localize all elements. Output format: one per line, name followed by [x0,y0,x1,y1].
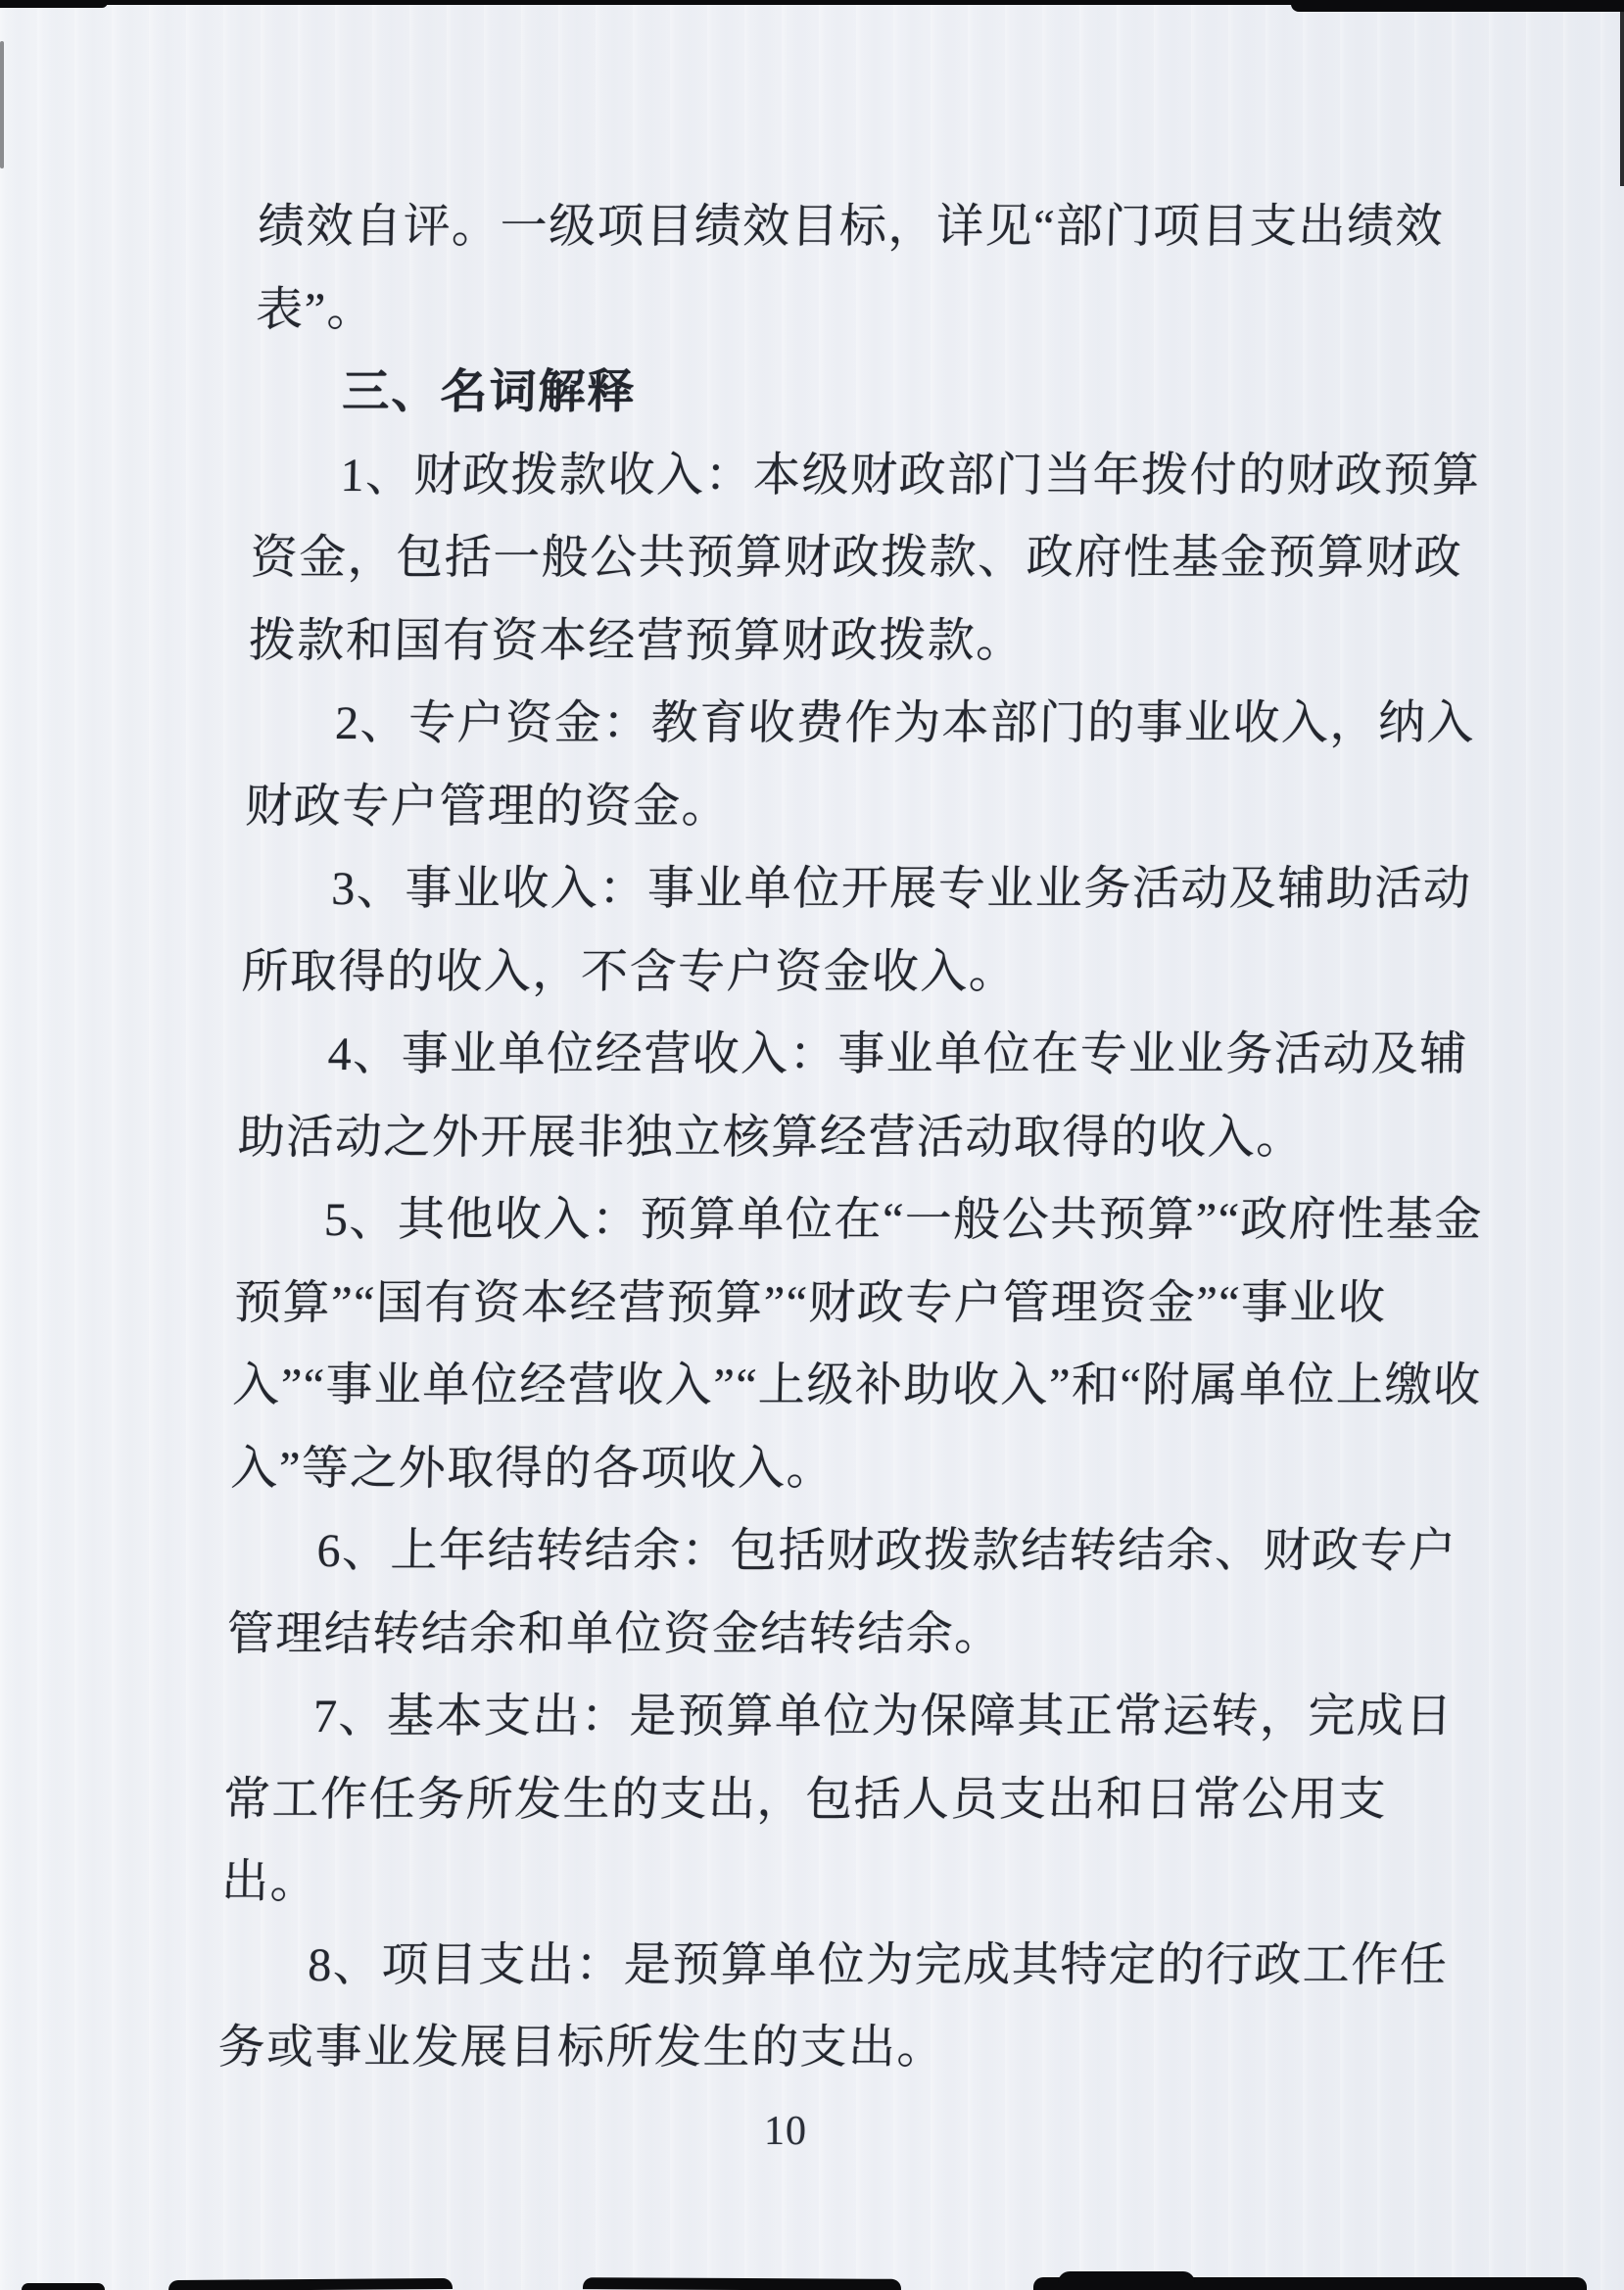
scan-artifact-bottom-5 [1058,2271,1195,2290]
text-line: 7、基本支出：是预算单位为保障其正常运转，完成日 [312,1691,1455,1742]
text-line: 1、财政拨款收入：本级财政部门当年拨付的财政预算 [339,449,1482,501]
text-line: 资金，包括一般公共预算财政拨款、政府性基金预算财政 [250,532,1463,584]
scan-artifact-right-edge [1620,0,1624,186]
text-line: 预算”“国有资本经营预算”“财政专户管理资金”“事业收 [233,1276,1388,1329]
scan-artifact-bottom-1 [22,2283,105,2290]
text-line: 表”。 [255,283,376,336]
text-line: 绩效自评。一级项目绩效目标，详见“部门项目支出绩效 [257,201,1445,253]
document-text [0,186,1624,2090]
scan-artifact-bottom-3 [583,2277,901,2290]
text-line: 管理结转结余和单位资金结转结余。 [226,1607,1004,1660]
text-line: 拨款和国有资本经营预算财政拨款。 [248,614,1026,667]
text-line: 6、上年结转结余：包括财政拨款结转结余、财政专户 [316,1525,1458,1577]
text-line: 入”“事业单位经营收入”“上级补助收入”和“附属单位上缴收 [231,1360,1483,1411]
text-line: 3、事业收入：事业单位开展专业业务活动及辅助活动 [330,863,1472,915]
text-line: 4、事业单位经营收入：事业单位在专业业务活动及辅 [327,1028,1469,1080]
text-line: 5、其他收入：预算单位在“一般公共预算”“政府性基金 [323,1194,1484,1246]
section-heading: 三、名词解释 [341,366,638,418]
text-line: 所取得的收入，不含专户资金收入。 [240,945,1019,998]
page-number: 10 [764,2109,807,2154]
scan-artifact-top-left [0,0,108,8]
scan-artifact-bottom-2 [168,2278,453,2290]
text-line: 入”等之外取得的各项收入。 [229,1442,836,1495]
text-line: 2、专户资金：教育收费作为本部门的事业收入，纳入 [334,697,1476,749]
scan-artifact-left-smudge [0,41,4,168]
text-line: 出。 [220,1856,319,1908]
text-line: 助活动之外开展非独立核算经营活动取得的收入。 [237,1111,1306,1164]
scan-artifact-top-right [1291,0,1624,12]
text-line: 8、项目支出：是预算单位为完成其特定的行政工作任 [307,1938,1449,1991]
text-line: 财政专户管理的资金。 [244,780,731,833]
text-line: 务或事业发展目标所发生的支出。 [216,2022,946,2074]
text-line: 常工作任务所发生的支出，包括人员支出和日常公用支 [222,1773,1388,1826]
